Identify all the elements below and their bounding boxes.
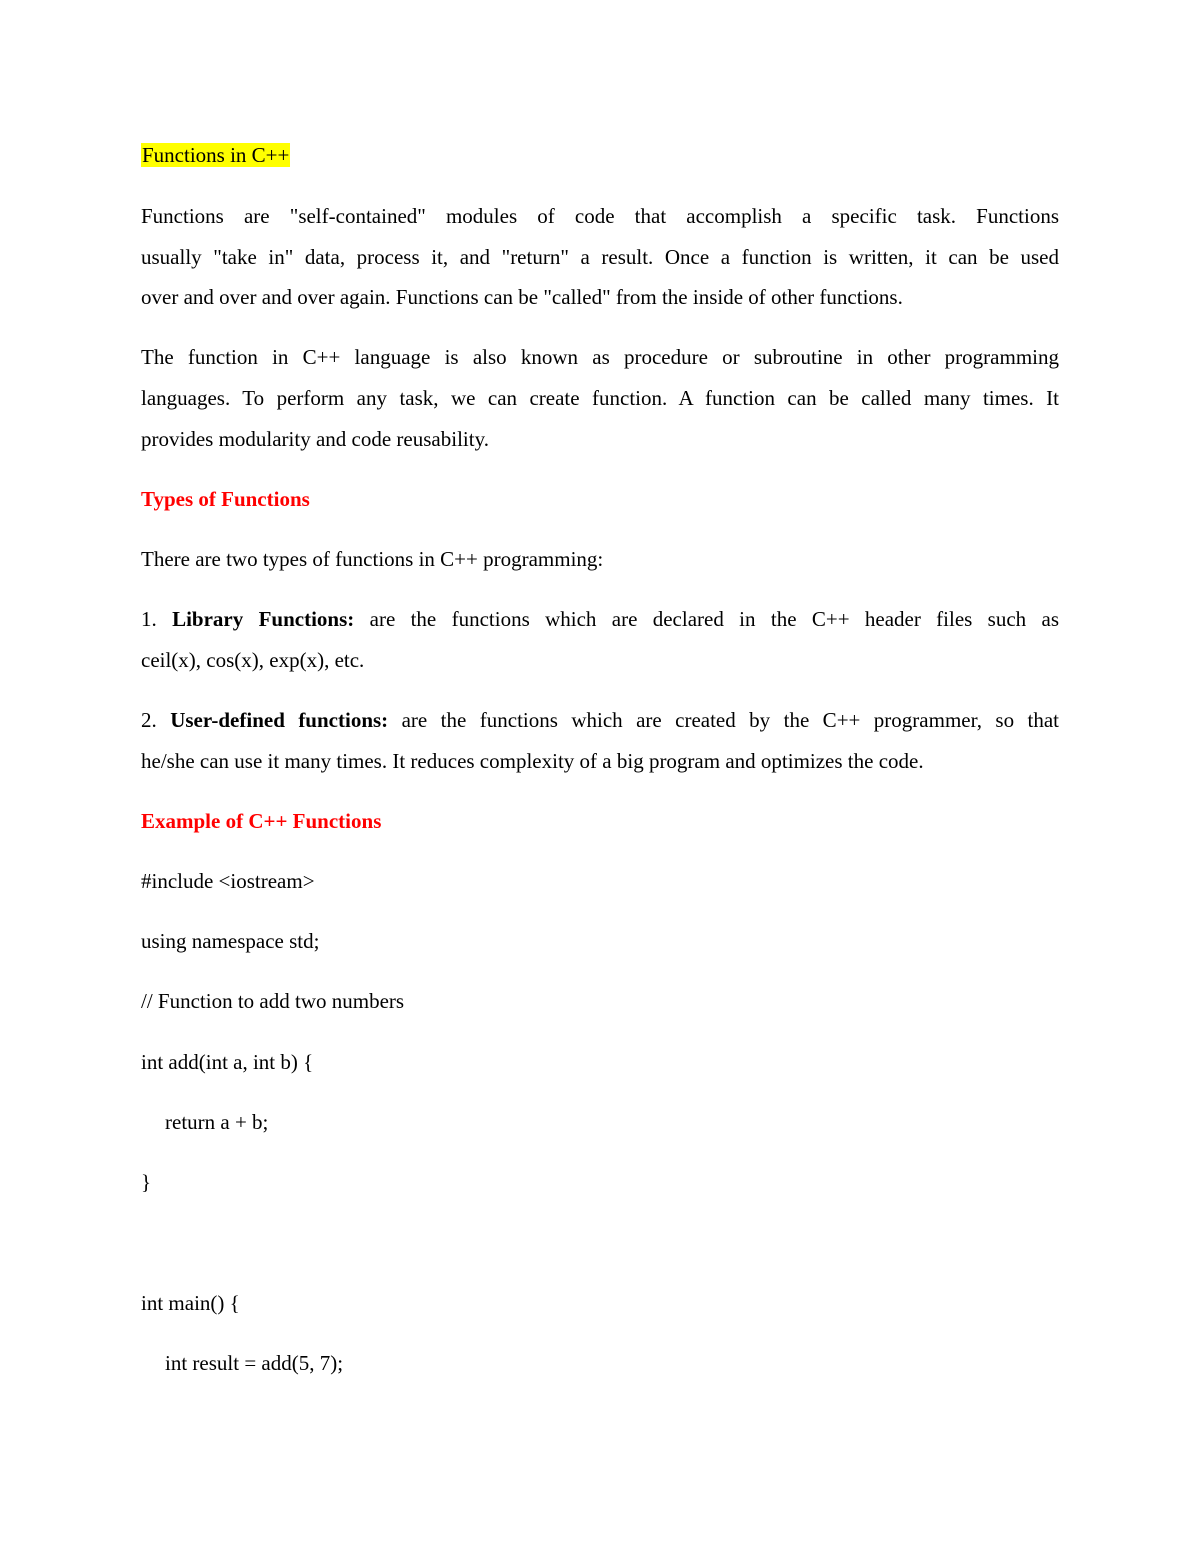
code-main-body: int result = add(5, 7); [165,1351,344,1375]
library-number: 1. [141,607,157,631]
code-add-close: } [141,1170,152,1194]
code-main-signature: int main() { [141,1291,240,1315]
library-functions-line-2: ceil(x), cos(x), exp(x), etc. [141,648,365,672]
about-line-2: languages. To perform any task, we can create function. A function can be called many times. It [141,386,1059,410]
user-defined-number: 2. [141,708,157,732]
about-line-3: provides modularity and code reusability. [141,427,489,451]
code-using: using namespace std; [141,929,320,953]
page-title [141,142,290,168]
title-highlight: Functions in C++ [142,143,290,167]
library-term: Library Functions: [172,607,355,631]
library-functions-line-1 [141,606,1059,632]
user-defined-line-1 [141,707,1059,733]
intro-line-1: Functions are "self-contained" modules of code that accomplish a specific task. Functions [141,204,1059,228]
intro-line-2: usually "take in" data, process it, and "return" a result. Once a function is written, it can be used [141,245,1059,269]
code-comment: // Function to add two numbers [141,989,405,1013]
types-heading: Types of Functions [141,487,310,511]
code-include: #include <iostream> [141,869,315,893]
code-add-body: return a + b; [165,1110,269,1134]
types-intro: There are two types of functions in C++ programming: [141,547,604,571]
intro-line-3: over and over and over again. Functions can be "called" from the inside of other functions. [141,285,903,309]
code-add-signature: int add(int a, int b) { [141,1050,314,1074]
user-defined-description: are the functions which are created by the C++ programmer, so that [401,708,1060,732]
user-defined-term: User-defined functions: [170,708,389,732]
about-line-1: The function in C++ language is also known as procedure or subroutine in other programming [141,345,1059,369]
example-heading: Example of C++ Functions [141,809,382,833]
user-defined-line-2: he/she can use it many times. It reduces complexity of a big program and optimizes the code. [141,749,924,773]
library-description: are the functions which are declared in the C++ header files such as [369,607,1060,631]
